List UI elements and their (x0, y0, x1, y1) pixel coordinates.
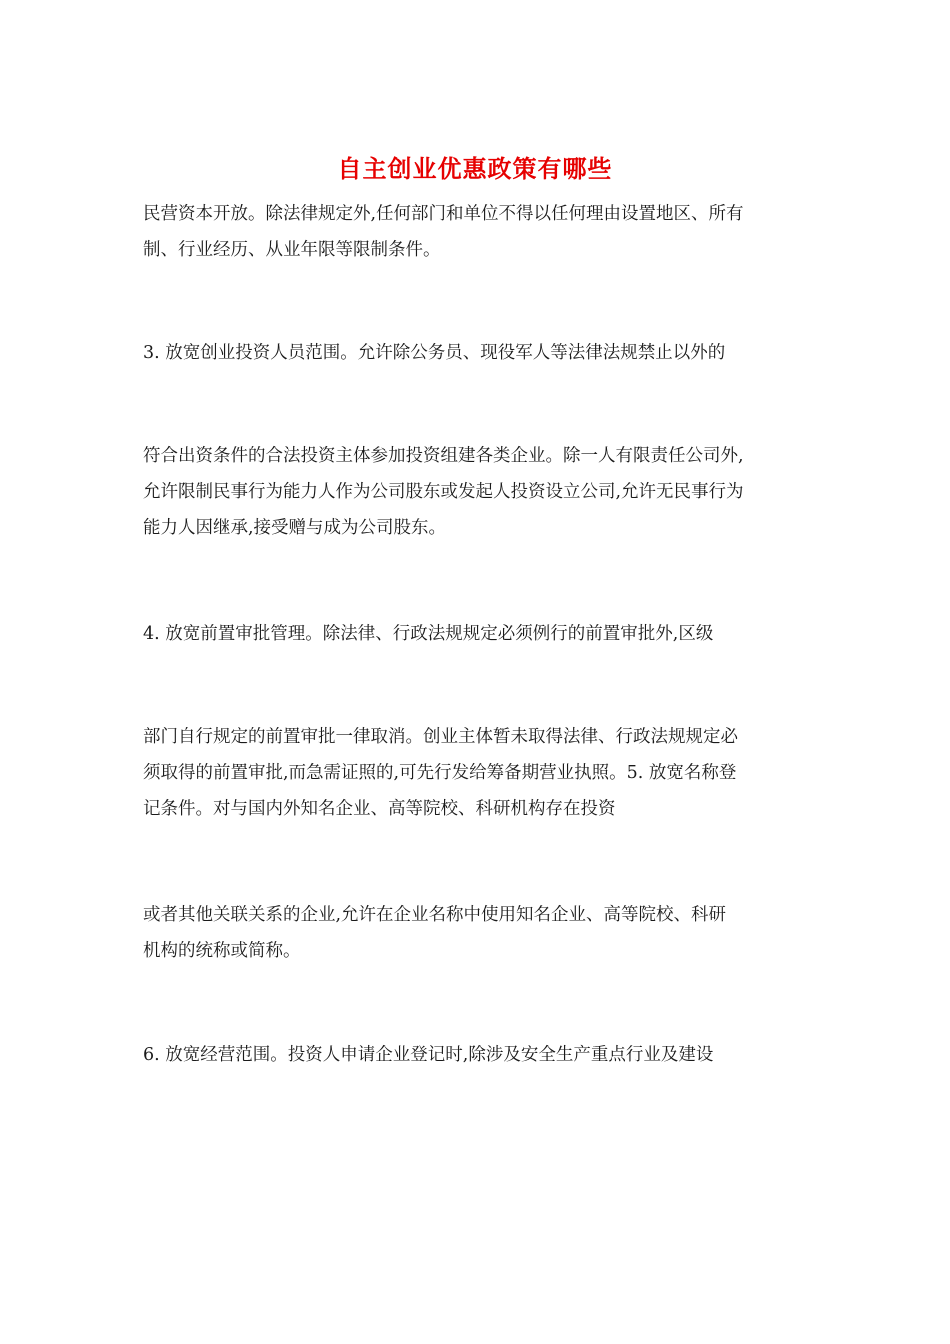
paragraph-line: 须取得的前置审批,而急需证照的,可先行发给筹备期营业执照。5. 放宽名称登 (143, 763, 737, 783)
paragraph-line: 能力人因继承,接受赠与成为公司股东。 (143, 518, 447, 538)
paragraph-5 (143, 719, 815, 827)
paragraph-line: 6. 放宽经营范围。投资人申请企业登记时,除涉及安全生产重点行业及建设 (143, 1045, 714, 1065)
paragraph-3 (143, 438, 815, 546)
paragraph-7 (143, 1037, 815, 1073)
paragraph-line: 3. 放宽创业投资人员范围。允许除公务员、现役军人等法律法规禁止以外的 (143, 343, 726, 363)
paragraph-line: 制、行业经历、从业年限等限制条件。 (143, 240, 441, 260)
paragraph-line: 符合出资条件的合法投资主体参加投资组建各类企业。除一人有限责任公司外, (143, 446, 744, 466)
paragraph-line: 4. 放宽前置审批管理。除法律、行政法规规定必须例行的前置审批外,区级 (143, 624, 714, 644)
paragraph-line: 记条件。对与国内外知名企业、高等院校、科研机构存在投资 (143, 799, 616, 819)
paragraph-6 (143, 897, 815, 969)
paragraph-1 (143, 196, 815, 268)
document-title: 自主创业优惠政策有哪些 (337, 154, 613, 183)
paragraph-line: 机构的统称或简称。 (143, 941, 301, 961)
paragraph-line: 允许限制民事行为能力人作为公司股东或发起人投资设立公司,允许无民事行为 (143, 482, 744, 502)
paragraph-line: 民营资本开放。除法律规定外,任何部门和单位不得以任何理由设置地区、所有 (143, 204, 744, 224)
paragraph-line: 或者其他关联关系的企业,允许在企业名称中使用知名企业、高等院校、科研 (143, 905, 727, 925)
paragraph-4 (143, 616, 815, 652)
paragraph-2 (143, 335, 815, 371)
paragraph-line: 部门自行规定的前置审批一律取消。创业主体暂未取得法律、行政法规规定必 (143, 727, 738, 747)
